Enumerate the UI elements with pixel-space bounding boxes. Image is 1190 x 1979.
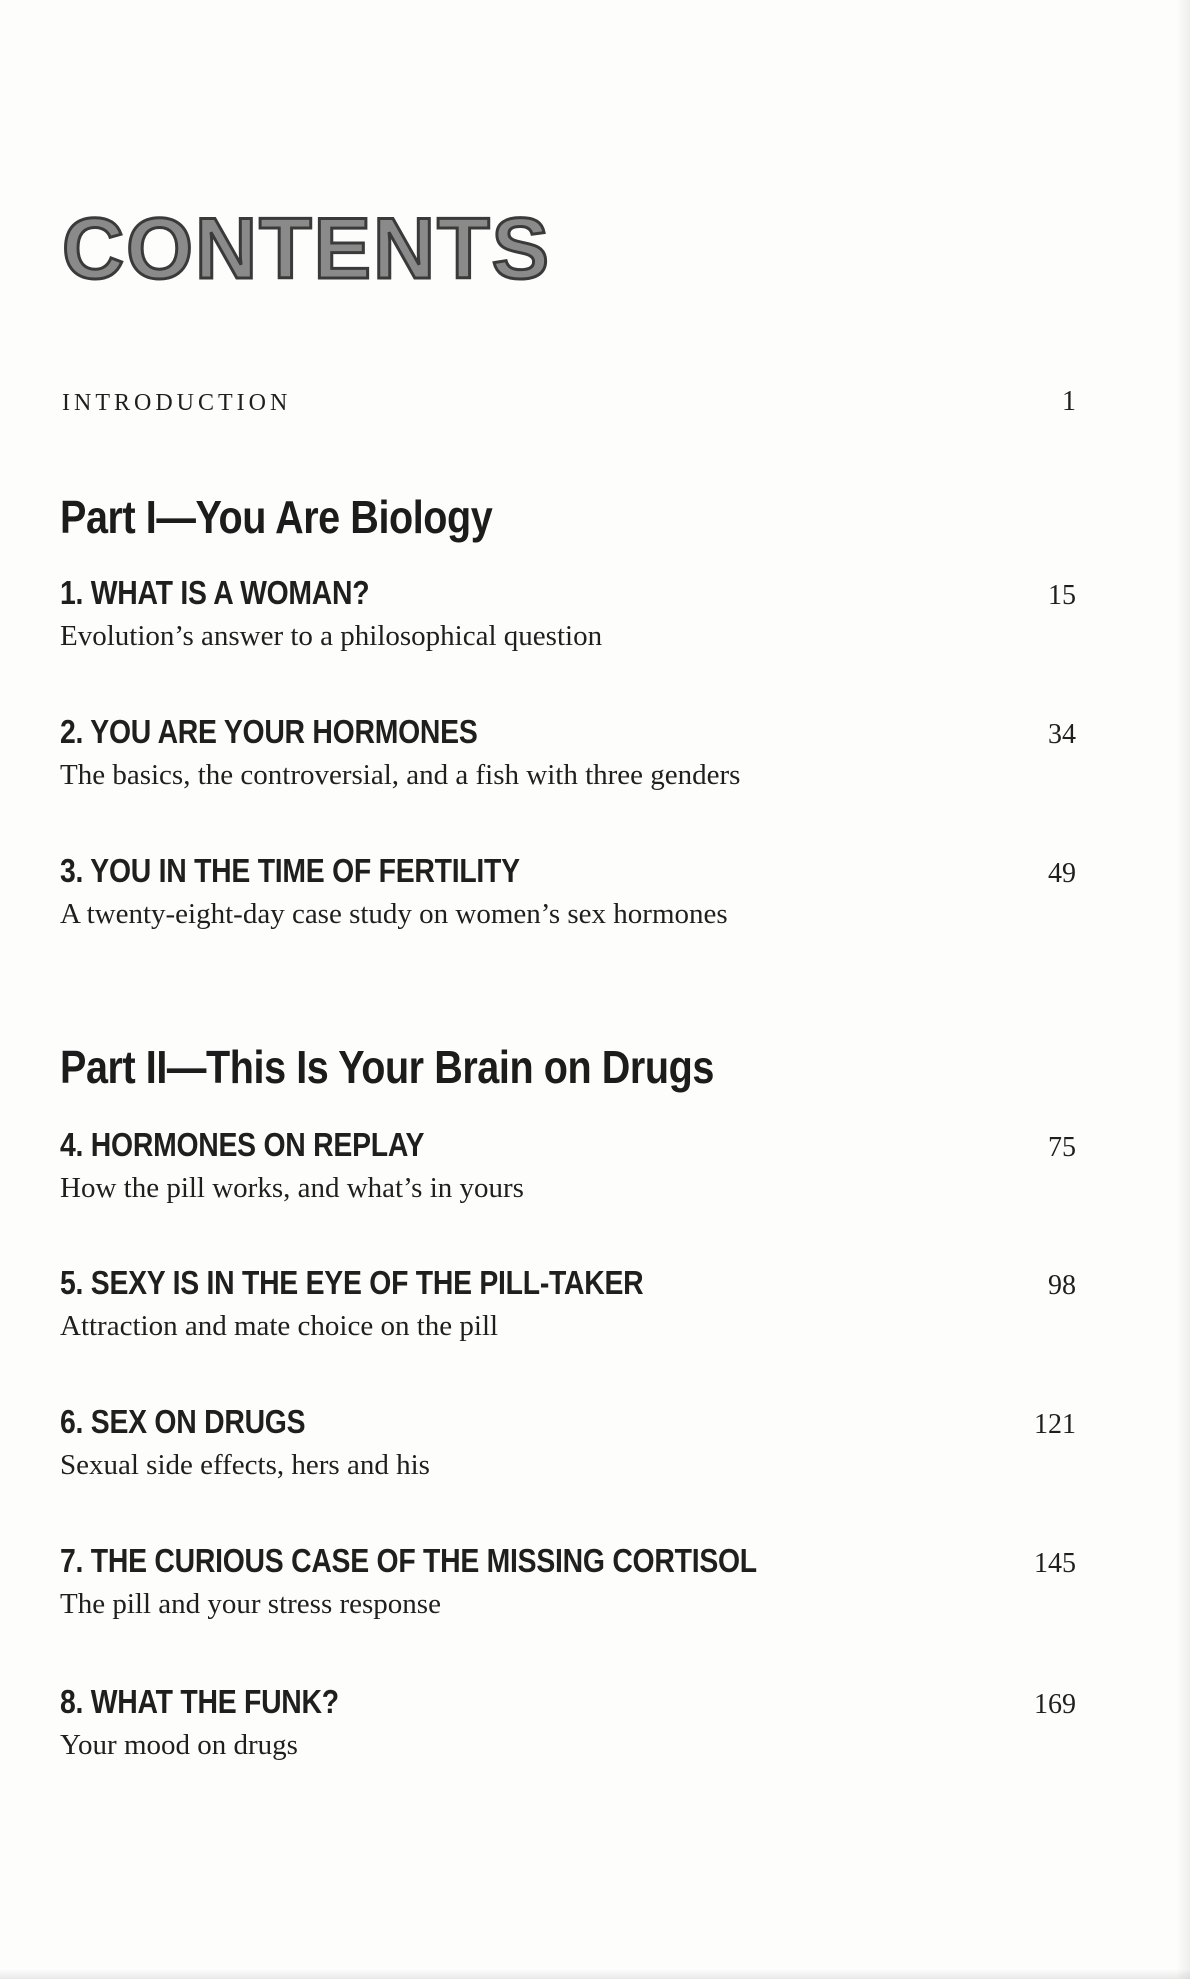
chapter-title: 8. WHAT THE FUNK? bbox=[60, 1683, 339, 1720]
chapter-page-number: 121 bbox=[1034, 1409, 1076, 1440]
chapter-title: 7. THE CURIOUS CASE OF THE MISSING CORTISOL bbox=[60, 1542, 757, 1579]
introduction-page-number: 1 bbox=[1062, 386, 1076, 417]
chapter-title: 3. YOU IN THE TIME OF FERTILITY bbox=[60, 852, 520, 889]
chapter-page-number: 15 bbox=[1048, 580, 1076, 611]
part-heading-1: Part I—You Are Biology bbox=[60, 491, 493, 543]
chapter-subtitle: A twenty-eight-day case study on women’s sex hormones bbox=[60, 898, 728, 930]
chapter-subtitle: Your mood on drugs bbox=[60, 1729, 298, 1761]
chapter-page-number: 145 bbox=[1034, 1548, 1076, 1579]
toc-entry-chapter-5[interactable] bbox=[60, 1264, 1076, 1343]
chapter-page-number: 75 bbox=[1048, 1132, 1076, 1163]
chapter-title: 1. WHAT IS A WOMAN? bbox=[60, 574, 370, 611]
chapter-page-number: 49 bbox=[1048, 858, 1076, 889]
toc-entry-chapter-3[interactable] bbox=[60, 852, 1076, 931]
toc-entry-chapter-7[interactable] bbox=[60, 1542, 1076, 1621]
page-edge-shadow bbox=[1176, 0, 1190, 1979]
toc-entry-chapter-2[interactable] bbox=[60, 713, 1076, 792]
chapter-subtitle: Attraction and mate choice on the pill bbox=[60, 1310, 499, 1342]
page-title: CONTENTS bbox=[62, 201, 551, 297]
toc-entry-chapter-1[interactable] bbox=[60, 574, 1076, 653]
toc-entry-chapter-4[interactable] bbox=[60, 1126, 1076, 1205]
chapter-subtitle: Sexual side effects, hers and his bbox=[60, 1449, 430, 1481]
chapter-subtitle: How the pill works, and what’s in yours bbox=[60, 1172, 524, 1204]
chapter-title: 2. YOU ARE YOUR HORMONES bbox=[60, 713, 478, 750]
chapter-title: 4. HORMONES ON REPLAY bbox=[60, 1126, 425, 1163]
page-bottom-shadow bbox=[0, 1969, 1190, 1979]
chapter-page-number: 98 bbox=[1048, 1270, 1076, 1301]
chapter-subtitle: Evolution’s answer to a philosophical question bbox=[60, 620, 603, 652]
introduction-label: INTRODUCTION bbox=[62, 390, 292, 416]
chapter-title: 6. SEX ON DRUGS bbox=[60, 1403, 306, 1440]
toc-entry-chapter-6[interactable] bbox=[60, 1403, 1076, 1482]
part-heading-2: Part II—This Is Your Brain on Drugs bbox=[60, 1041, 714, 1093]
chapter-title: 5. SEXY IS IN THE EYE OF THE PILL-TAKER bbox=[60, 1264, 644, 1301]
toc-entry-chapter-8[interactable] bbox=[60, 1683, 1076, 1762]
chapter-subtitle: The basics, the controversial, and a fish with three genders bbox=[60, 759, 741, 791]
toc-entry-introduction[interactable] bbox=[62, 386, 1076, 418]
chapter-page-number: 169 bbox=[1034, 1689, 1076, 1720]
chapter-subtitle: The pill and your stress response bbox=[60, 1588, 441, 1620]
chapter-page-number: 34 bbox=[1048, 719, 1076, 750]
